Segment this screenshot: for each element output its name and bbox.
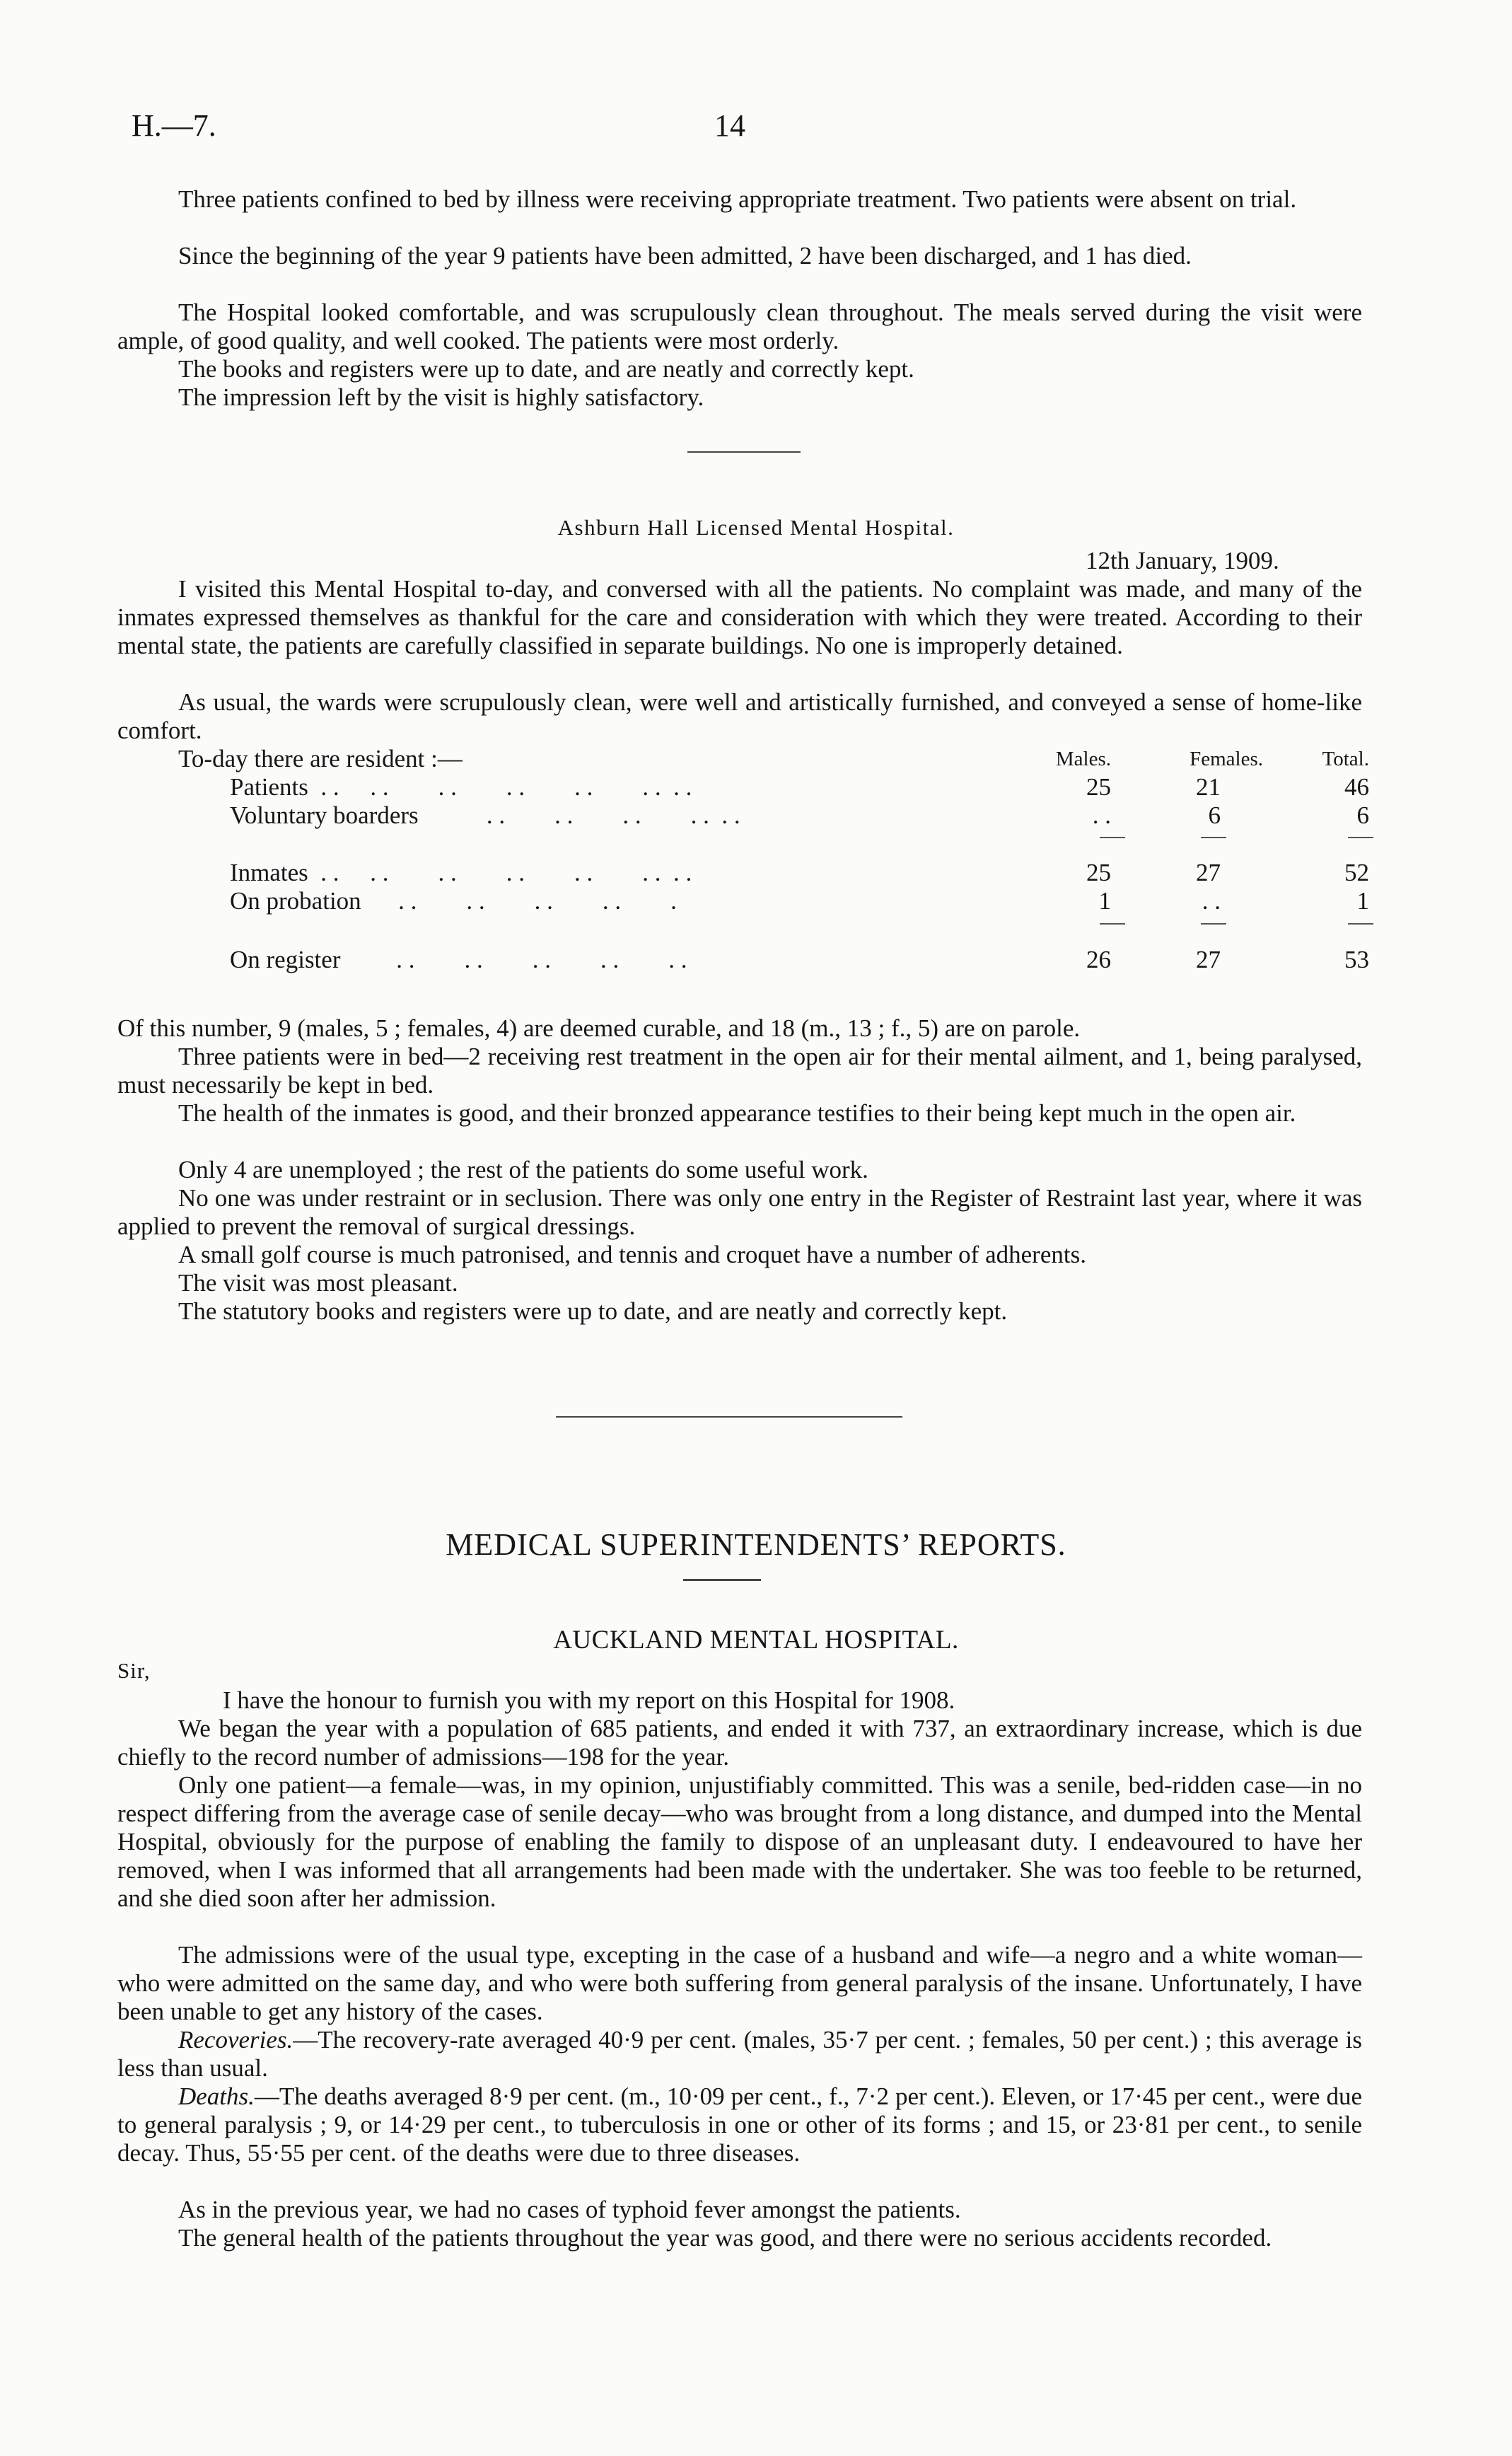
females-cell: 21: [1196, 773, 1221, 801]
paragraph: The impression left by the visit is highly satisfactory.: [178, 383, 704, 411]
report-reference: H.—7.: [132, 108, 216, 143]
females-cell: . .: [1202, 887, 1221, 915]
total-cell: 46: [1344, 773, 1369, 801]
paragraph: Of this number, 9 (males, 5 ; females, 4) are deemed curable, and 18 (m., 13 ; f., 5) are on parole.: [117, 1014, 1081, 1042]
total-cell: 6: [1356, 801, 1369, 829]
deaths-label: Deaths.: [178, 2083, 255, 2110]
recoveries-label: Recoveries.: [178, 2026, 293, 2054]
paragraph: As usual, the wards were scrupulously clean, were well and artistically furnished, and conveyed a sense of home-like comfort.: [117, 688, 1362, 744]
residents-table: [117, 745, 1369, 1007]
deaths-text: —The deaths averaged 8·9 per cent. (m., 10·09 per cent., f., 7·2 per cent.). Eleven, or 17·45 per cent., were due to general paralysis ; 9, or 14·29 per cent., to tuberculosis in one or other of its forms ; and 15, or 23·81 per cent., to senile decay. Thus, 55·55 per cent. of the deaths were due to three diseases.: [117, 2083, 1362, 2167]
row-label: Inmates: [230, 859, 308, 886]
total-cell: 53: [1344, 946, 1369, 973]
paragraph: No one was under restraint or in seclusion. There was only one entry in the Register of Restraint last year, where it was applied to prevent the removal of surgical dressings.: [117, 1184, 1362, 1240]
sum-rule: [1348, 837, 1373, 838]
row-label: Voluntary boarders: [230, 801, 419, 829]
paragraph: Since the beginning of the year 9 patients have been admitted, 2 have been discharged, and 1 has died.: [178, 242, 1192, 270]
dot-leader: . . . . . . . . . . . . . .: [308, 859, 692, 886]
males-cell: . .: [1092, 801, 1111, 829]
table-row: [117, 801, 1369, 830]
paragraph: The health of the inmates is good, and their bronzed appearance testifies to their being kept much in the open air.: [178, 1099, 1296, 1127]
sum-rule: [1100, 837, 1125, 838]
table-row: [117, 946, 1369, 974]
table-row: [117, 859, 1369, 887]
sum-rule: [1100, 923, 1125, 925]
paragraph: The visit was most pleasant.: [178, 1269, 458, 1297]
main-heading: MEDICAL SUPERINTENDENTS’ REPORTS.: [446, 1527, 1066, 1562]
heading-divider: [683, 1579, 761, 1581]
paragraph: The books and registers were up to date, and are neatly and correctly kept.: [178, 355, 914, 383]
section-divider: [687, 451, 801, 453]
females-cell: 6: [1208, 801, 1221, 829]
males-cell: 1: [1098, 887, 1111, 915]
sum-rule: [1201, 923, 1226, 925]
females-cell: 27: [1196, 859, 1221, 886]
paragraph: I visited this Mental Hospital to-day, and conversed with all the patients. No complaint was made, and many of the inmates expressed themselves as thankful for the care and consideration with which they were treated. According to their mental state, the patients are carefully classified in separate buildings. No one is improperly detained.: [117, 575, 1362, 659]
salutation: Sir,: [117, 1658, 151, 1683]
table-row: [117, 887, 1369, 915]
section-title: Ashburn Hall Licensed Mental Hospital.: [557, 515, 955, 540]
paragraph: Only 4 are unemployed ; the rest of the patients do some useful work.: [178, 1156, 868, 1183]
row-label: Patients: [230, 773, 308, 801]
sum-rule: [1348, 923, 1373, 925]
total-cell: 52: [1344, 859, 1369, 886]
males-cell: 26: [1086, 946, 1111, 973]
females-cell: 27: [1196, 946, 1221, 973]
page-number: 14: [714, 108, 745, 143]
males-cell: 25: [1086, 773, 1111, 801]
column-header-females: Females.: [1190, 748, 1263, 770]
hospital-heading: AUCKLAND MENTAL HOSPITAL.: [553, 1626, 959, 1655]
visit-date: 12th January, 1909.: [1086, 547, 1279, 574]
table-intro: To-day there are resident :—: [178, 745, 463, 772]
paragraph: The admissions were of the usual type, excepting in the case of a husband and wife—a negro and a white woman—who were admitted on the same day, and who were both suffering from general paralysis of the insane. Unfortunately, I have been unable to get any history of the cases.: [117, 1941, 1362, 2025]
paragraph: The statutory books and registers were up to date, and are neatly and correctly kept.: [178, 1297, 1008, 1325]
dot-leader: . . . . . . . . . . . . . .: [308, 773, 692, 801]
column-header-males: Males.: [1055, 748, 1111, 770]
males-cell: 25: [1086, 859, 1111, 886]
total-cell: 1: [1356, 887, 1369, 915]
row-label: On probation: [230, 887, 361, 915]
sum-rule: [1201, 837, 1226, 838]
paragraph: Only one patient—a female—was, in my opinion, unjustifiably committed. This was a senile, bed-ridden case—in no respect differing from the average case of senile decay—who was brought from a long distance, and dumped into the Mental Hospital, obviously for the purpose of enabling the family to dispose of an unpleasant duty. I endeavoured to have her removed, when I was informed that all arrangements had been made with the undertaker. She was too feeble to be returned, and she died soon after her admission.: [117, 1771, 1362, 1912]
column-header-total: Total.: [1322, 748, 1369, 770]
paragraph: Three patients were in bed—2 receiving rest treatment in the open air for their mental ailment, and 1, being paralysed, must necessarily be kept in bed.: [117, 1043, 1362, 1099]
paragraph: We began the year with a population of 685 patients, and ended it with 737, an extraordinary increase, which is due chiefly to the record number of admissions—198 for the year.: [117, 1715, 1362, 1771]
dot-leader: . . . . . . . . . .: [418, 801, 740, 829]
paragraph: The Hospital looked comfortable, and was scrupulously clean throughout. The meals served during the visit were ample, of good quality, and well cooked. The patients were most orderly.: [117, 299, 1362, 354]
paragraph: Three patients confined to bed by illness were receiving appropriate treatment. Two patients were absent on trial.: [178, 185, 1297, 213]
recoveries-paragraph: [117, 2026, 1362, 2083]
paragraph: I have the honour to furnish you with my report on this Hospital for 1908.: [223, 1686, 955, 1714]
dot-leader: . . . . . . . . .: [361, 887, 677, 915]
deaths-paragraph: [117, 2083, 1362, 2167]
row-label: On register: [230, 946, 341, 973]
paragraph: A small golf course is much patronised, and tennis and croquet have a number of adherents.: [178, 1241, 1086, 1268]
paragraph: The general health of the patients throughout the year was good, and there were no serious accidents recorded.: [178, 2224, 1272, 2252]
section-divider: [556, 1416, 902, 1418]
table-row: [117, 773, 1369, 801]
recoveries-text: —The recovery-rate averaged 40·9 per cent. (males, 35·7 per cent. ; females, 50 per cent.) ; this average is less than usual.: [117, 2026, 1362, 2082]
table-header-row: [117, 745, 1369, 773]
dot-leader: . . . . . . . . . .: [340, 946, 687, 973]
paragraph: As in the previous year, we had no cases of typhoid fever amongst the patients.: [178, 2196, 961, 2223]
